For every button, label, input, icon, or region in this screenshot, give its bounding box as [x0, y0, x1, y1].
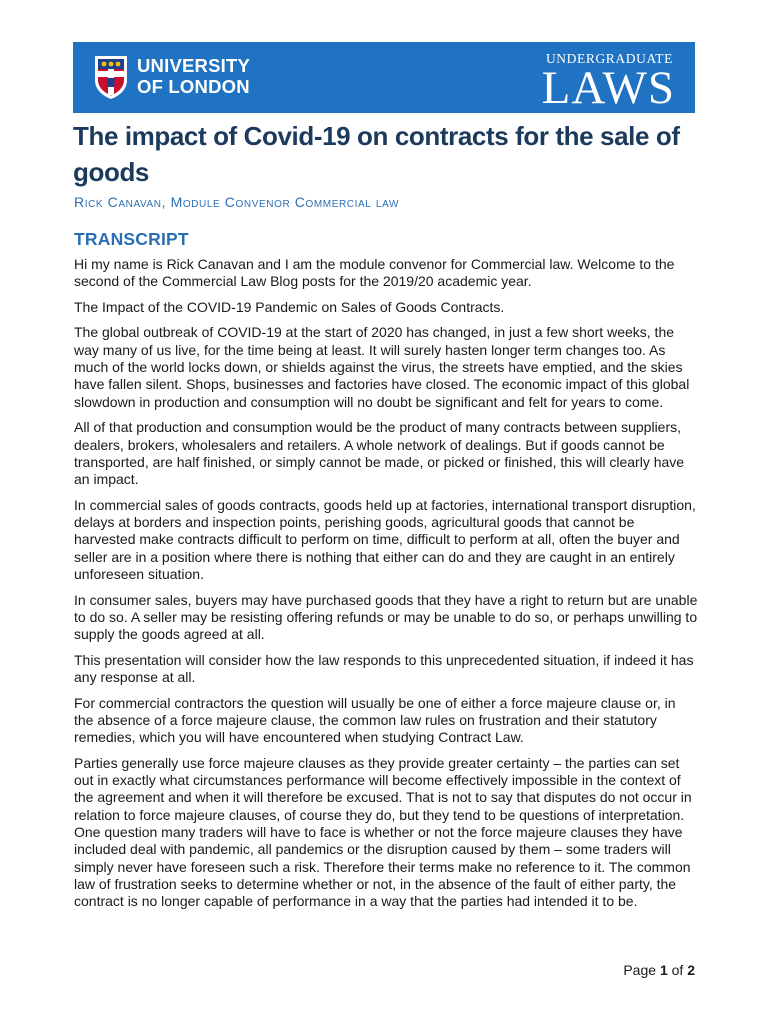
paragraph: The global outbreak of COVID-19 at the start of 2020 has changed, in just a few short weeks, the way many of us live, for the time being at least. It will surely hasten longer term changes too. As much of the world locks down, or shields against the virus, the streets have emptied, and the skies have fallen silent. Shops, businesses and factories have closed. The economic impact of this global slowdown in production and consumption will no doubt be significant and felt for years to come. [74, 324, 690, 410]
programme-label-small: UNDERGRADUATE [545, 51, 673, 66]
transcript-body [74, 256, 698, 919]
university-crest-logo [93, 54, 129, 100]
university-name-line1: UNIVERSITY [137, 55, 251, 76]
paragraph: This presentation will consider how the law responds to this unprecedented situation, if indeed it has any response at all. [74, 651, 694, 686]
page-current: 1 [659, 962, 668, 978]
paragraph: For commercial contractors the question will usually be one of either a force majeure clause or, in the absence of a force majeure clause, the common law rules on frustration and their statutory remedies, which you will have encountered when studying Contract Law. [74, 694, 676, 746]
author-byline: Rick Canavan, Module Convenor Commercial law [74, 194, 400, 210]
university-name [137, 55, 250, 97]
page-total: 2 [687, 962, 695, 978]
programme-label-big: LAWS [541, 62, 675, 114]
paragraph: Hi my name is Rick Canavan and I am the module convenor for Commercial law. Welcome to the second of the Commercial Law Blog posts for the 2019/20 academic year. [74, 256, 675, 290]
page-of: of [671, 962, 684, 978]
paragraph: The Impact of the COVID-19 Pandemic on Sales of Goods Contracts. [74, 298, 505, 315]
page-number [623, 962, 695, 978]
section-heading: TRANSCRIPT [74, 229, 189, 249]
paragraph: All of that production and consumption would be the product of many contracts between suppliers, dealers, brokers, wholesalers and retailers. A whole network of dealings. But if goods cannot be transported, are half finished, or simply cannot be made, or picked or finished, this will clearly have an impact. [74, 419, 685, 488]
paragraph: In consumer sales, buyers may have purchased goods that they have a right to return but are unable to do so. A seller may be resisting offering refunds or may be unable to do so, or perhaps unwilling to supply the goods agreed at all. [74, 591, 698, 643]
page-word: Page [623, 962, 657, 978]
header-banner [73, 42, 695, 113]
paragraph: Parties generally use force majeure clauses as they provide greater certainty – the parties can set out in exactly what circumstances performance will become effectively impossible in the context of the agreement and when it will therefore be excused. That is not to say that disputes do not occur in relation to force majeure clauses, of course they do, but they tend to be questions of interpretation. One question many traders will have to face is whether or not the force majeure clauses they have included deal with pandemic, all pandemics or the disruption caused by them – some traders will simply never have foreseen such a risk. Therefore their terms make no reference to it. The common law of frustration seeks to determine whether or not, in the absence of the fault of either party, the contract is no longer capable of performance in a way that the parties had intended it to be. [74, 754, 692, 910]
university-name-line2: OF LONDON [137, 76, 250, 97]
paragraph: In commercial sales of goods contracts, goods held up at factories, international transport disruption, delays at borders and inspection points, perishing goods, agricultural goods that cannot be harvested make contracts difficult to perform on time, difficult to perform at all, often the buyer and seller are in a position where there is nothing that either can do and they are caught in an entirely unforeseen situation. [74, 496, 696, 582]
document-title: The impact of Covid-19 on contracts for the sale of goods [73, 121, 680, 187]
